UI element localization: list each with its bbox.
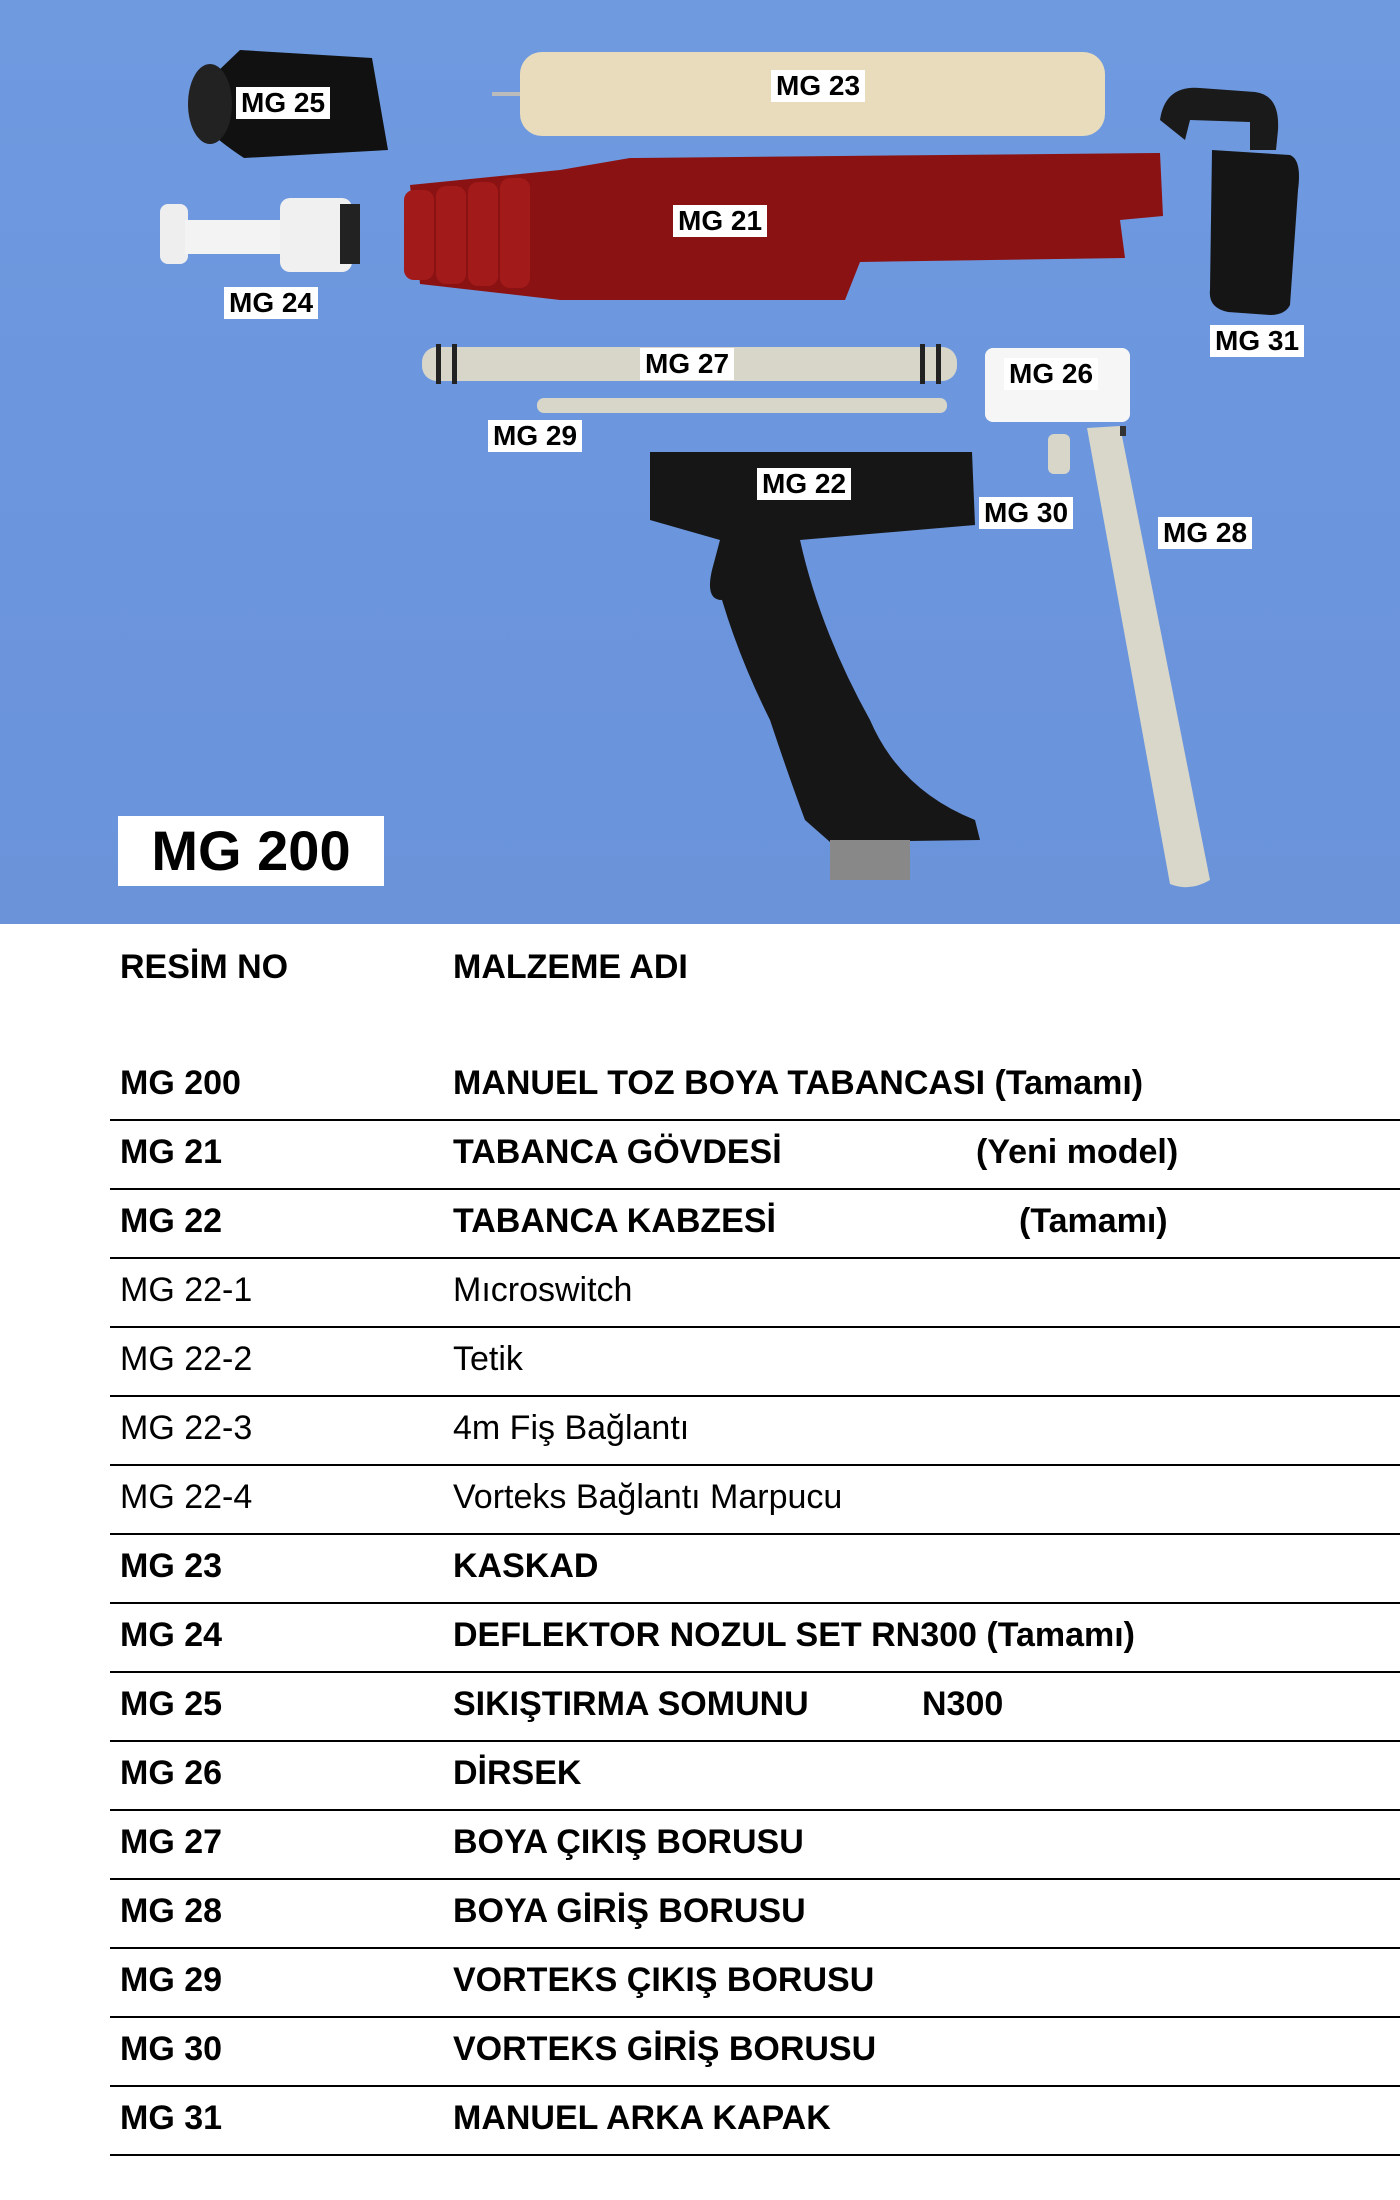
row-name: Vorteks Bağlantı Marpucu: [453, 1478, 843, 1516]
row-name: MANUEL ARKA KAPAK: [453, 2099, 831, 2137]
parts-table: [110, 924, 1400, 2156]
row-note: N300: [922, 1685, 1004, 1723]
row-code: MG 30: [120, 2030, 223, 2068]
table-row: [110, 1604, 1400, 1673]
table-row: [110, 1673, 1400, 1742]
table-row: [110, 1052, 1400, 1121]
row-name: MANUEL TOZ BOYA TABANCASI (Tamamı): [453, 1064, 1144, 1102]
label-mg24: MG 24: [224, 287, 318, 319]
row-note: (Yeni model): [976, 1133, 1179, 1171]
table-row: [110, 1535, 1400, 1604]
label-mg27: MG 27: [640, 348, 734, 380]
parts-illustration: [0, 0, 1400, 924]
paint-inlet-tube-part: [1087, 426, 1210, 887]
label-mg23: MG 23: [771, 70, 865, 102]
row-code: MG 22-3: [120, 1409, 253, 1447]
row-name: DEFLEKTOR NOZUL SET RN300 (Tamamı): [453, 1616, 1135, 1654]
table-header: [110, 924, 1400, 1052]
row-code: MG 22-4: [120, 1478, 253, 1516]
row-code: MG 27: [120, 1823, 223, 1861]
gun-body-part: [404, 153, 1163, 300]
row-code: MG 26: [120, 1754, 223, 1792]
row-name: Mıcroswitch: [453, 1271, 633, 1309]
table-row: [110, 1811, 1400, 1880]
parts-photo: [0, 0, 1400, 924]
table-row: [110, 1880, 1400, 1949]
back-cover-part: [1160, 88, 1299, 315]
row-code: MG 25: [120, 1685, 223, 1723]
row-name: TABANCA GÖVDESİ: [453, 1133, 782, 1171]
gun-handle-part: [650, 452, 980, 880]
table-body: [110, 1052, 1400, 2156]
row-name: SIKIŞTIRMA SOMUNU: [453, 1685, 809, 1723]
row-name: Tetik: [453, 1340, 523, 1378]
row-code: MG 22-2: [120, 1340, 253, 1378]
label-mg22: MG 22: [757, 468, 851, 500]
row-code: MG 28: [120, 1892, 223, 1930]
row-code: MG 29: [120, 1961, 223, 1999]
table-row: [110, 1328, 1400, 1397]
row-code: MG 200: [120, 1064, 241, 1102]
product-title: MG 200: [118, 816, 384, 886]
row-code: MG 21: [120, 1133, 223, 1171]
table-row: [110, 1949, 1400, 2018]
label-mg21: MG 21: [673, 205, 767, 237]
label-mg25: MG 25: [236, 87, 330, 119]
label-mg30: MG 30: [979, 497, 1073, 529]
row-name: DİRSEK: [453, 1754, 582, 1792]
table-row: [110, 1466, 1400, 1535]
table-row: [110, 1121, 1400, 1190]
nozzle-part: [160, 198, 360, 272]
row-code: MG 23: [120, 1547, 223, 1585]
row-name: 4m Fiş Bağlantı: [453, 1409, 690, 1447]
vortex-outlet-tube-part: [537, 398, 947, 413]
table-row: [110, 1397, 1400, 1466]
table-row: [110, 1742, 1400, 1811]
row-name: TABANCA KABZESİ: [453, 1202, 776, 1240]
label-mg26: MG 26: [1004, 358, 1098, 390]
vortex-inlet-tube-part: [1048, 434, 1070, 474]
header-code: RESİM NO: [120, 948, 289, 986]
row-name: KASKAD: [453, 1547, 599, 1585]
label-mg28: MG 28: [1158, 517, 1252, 549]
row-note: (Tamamı): [1019, 1202, 1168, 1240]
label-mg29: MG 29: [488, 420, 582, 452]
row-code: MG 22-1: [120, 1271, 253, 1309]
row-name: BOYA ÇIKIŞ BORUSU: [453, 1823, 804, 1861]
table-row: [110, 1259, 1400, 1328]
header-name: MALZEME ADI: [453, 948, 688, 986]
row-code: MG 22: [120, 1202, 223, 1240]
row-code: MG 31: [120, 2099, 223, 2137]
row-name: VORTEKS GİRİŞ BORUSU: [453, 2030, 877, 2068]
table-row: [110, 2087, 1400, 2156]
row-name: VORTEKS ÇIKIŞ BORUSU: [453, 1961, 875, 1999]
table-row: [110, 2018, 1400, 2087]
row-name: BOYA GİRİŞ BORUSU: [453, 1892, 806, 1930]
label-mg31: MG 31: [1210, 325, 1304, 357]
table-row: [110, 1190, 1400, 1259]
row-code: MG 24: [120, 1616, 223, 1654]
